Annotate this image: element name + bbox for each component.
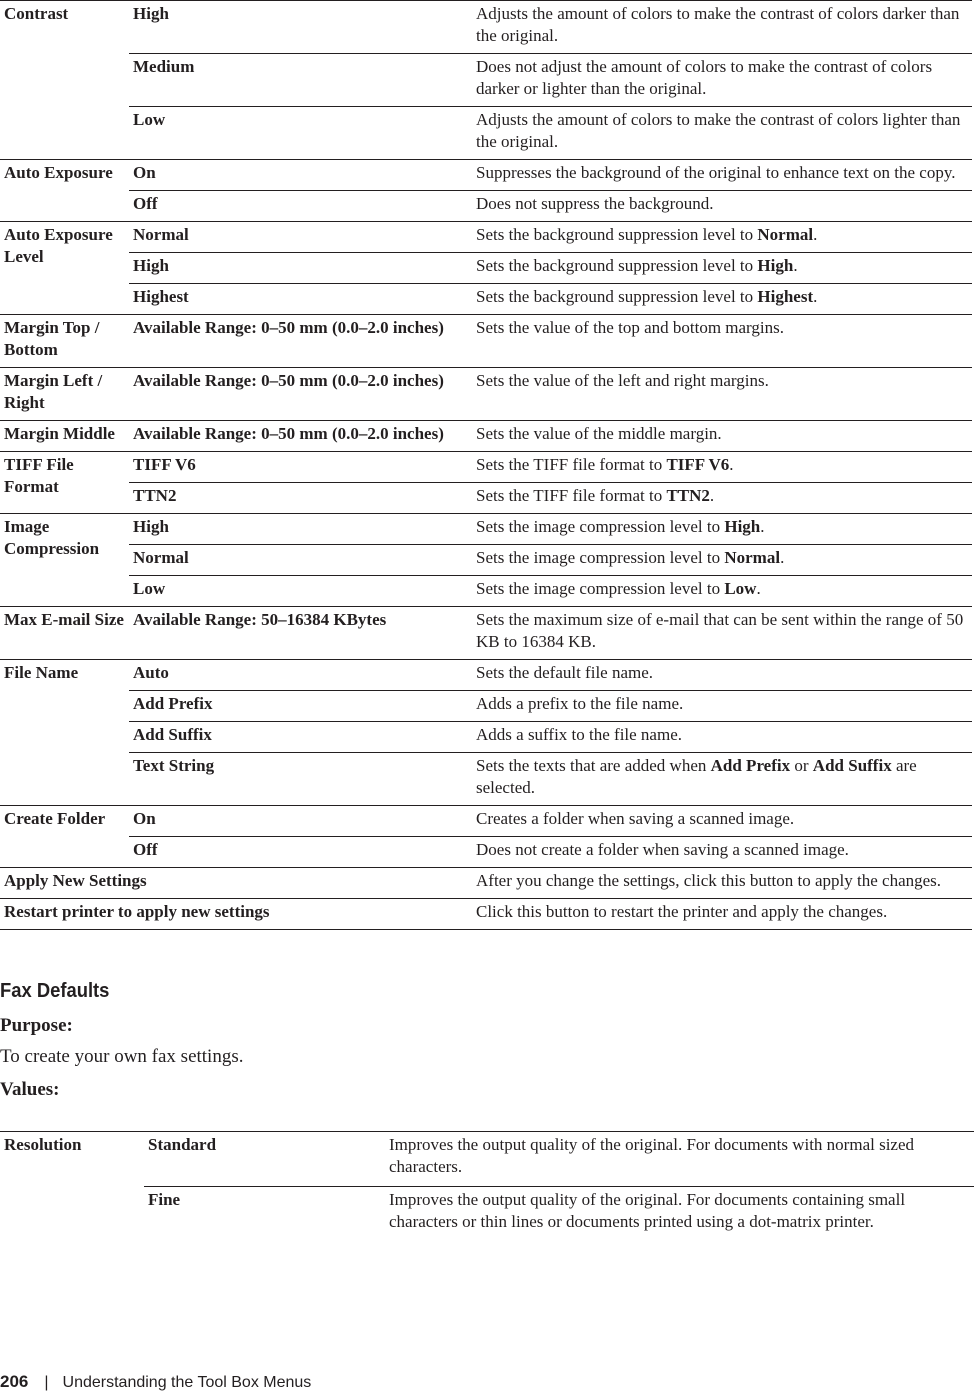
fax-defaults-table <box>0 1131 974 1241</box>
setting-name: Auto Exposure <box>0 160 129 222</box>
option-description <box>472 160 972 191</box>
table-row <box>0 1187 974 1242</box>
table-row <box>0 315 972 368</box>
footer-title: Understanding the Tool Box Menus <box>62 1374 312 1391</box>
table-row <box>0 222 972 253</box>
setting-name: Margin Top / Bottom <box>0 315 129 368</box>
setting-name: Margin Left / Right <box>0 368 129 421</box>
button-description: Click this button to restart the printer and apply the changes. <box>472 899 972 930</box>
table-row <box>0 452 972 483</box>
description-text: Sets the image compression level to <box>476 548 725 567</box>
emphasized-text: TIFF V6 <box>666 455 730 474</box>
page-footer <box>0 1372 311 1392</box>
option-description <box>472 368 972 421</box>
option-value: Highest <box>129 284 472 315</box>
description-text: Sets the image compression level to <box>476 517 725 536</box>
option-description <box>472 1 972 54</box>
option-value: Add Prefix <box>129 691 472 722</box>
option-description <box>472 253 972 284</box>
option-description <box>472 483 972 514</box>
option-value: High <box>129 514 472 545</box>
description-text: . <box>709 486 715 505</box>
description-text: . <box>793 256 798 275</box>
emphasized-text: Normal <box>757 225 814 244</box>
description-text: Does not create a folder when saving a scanned image. <box>476 840 849 859</box>
setting-name: Contrast <box>0 1 129 160</box>
section-heading-fax-defaults: Fax Defaults <box>0 980 110 1002</box>
option-description <box>472 607 972 660</box>
table-row <box>0 160 972 191</box>
table-row <box>0 753 972 806</box>
emphasized-text: Normal <box>724 548 781 567</box>
description-text: Does not suppress the background. <box>476 194 714 213</box>
table-row <box>0 899 972 930</box>
option-value: Add Suffix <box>129 722 472 753</box>
option-value: Available Range: 0–50 mm (0.0–2.0 inches) <box>129 421 472 452</box>
option-description <box>472 315 972 368</box>
purpose-text: To create your own fax settings. <box>0 1046 244 1067</box>
page-number: 206 <box>0 1372 29 1391</box>
description-text: . <box>760 517 765 536</box>
option-value: Available Range: 50–16384 KBytes <box>129 607 472 660</box>
option-description <box>472 284 972 315</box>
option-description <box>472 660 972 691</box>
description-text: Adds a prefix to the file name. <box>476 694 684 713</box>
description-text: . <box>813 287 818 306</box>
table-row <box>0 421 972 452</box>
table-row <box>0 607 972 660</box>
description-text: Does not adjust the amount of colors to make the contrast of colors darker or lighter than the original. <box>476 57 933 98</box>
table-row <box>0 722 972 753</box>
table-row <box>0 368 972 421</box>
option-value: Off <box>129 191 472 222</box>
purpose-label: Purpose: <box>0 1015 73 1036</box>
table-row <box>0 868 972 899</box>
description-text: Sets the value of the middle margin. <box>476 424 722 443</box>
description-text: Sets the image compression level to <box>476 579 725 598</box>
option-value: TTN2 <box>129 483 472 514</box>
option-value: Normal <box>129 222 472 253</box>
description-text: . <box>780 548 785 567</box>
description-text: Sets the value of the top and bottom margins. <box>476 318 785 337</box>
option-description <box>472 837 972 868</box>
table-row <box>0 660 972 691</box>
option-value: Fine <box>148 1190 181 1209</box>
option-value: Auto <box>129 660 472 691</box>
option-description: Improves the output quality of the original. For documents containing small characters or thin lines or documents printed using a dot-matrix printer. <box>389 1190 906 1231</box>
description-text: Sets the background suppression level to <box>476 256 758 275</box>
option-value: On <box>129 806 472 837</box>
option-description <box>472 514 972 545</box>
setting-name: File Name <box>0 660 129 806</box>
option-description <box>472 806 972 837</box>
option-description <box>472 722 972 753</box>
description-text: . <box>813 225 818 244</box>
description-text: Sets the maximum size of e-mail that can be sent within the range of 50 KB to 16384 KB. <box>476 610 964 651</box>
option-value: High <box>129 1 472 54</box>
option-description <box>472 576 972 607</box>
description-text: Sets the texts that are added when <box>476 756 711 775</box>
option-value: Standard <box>144 1132 385 1187</box>
setting-name: Image Compression <box>0 514 129 607</box>
option-value: High <box>129 253 472 284</box>
description-text: Adjusts the amount of colors to make the contrast of colors lighter than the original. <box>476 110 961 151</box>
description-text: Sets the background suppression level to <box>476 225 758 244</box>
option-description <box>472 452 972 483</box>
emphasized-text: TTN2 <box>666 486 710 505</box>
option-description <box>472 691 972 722</box>
description-text: Suppresses the background of the original to enhance text on the copy. <box>476 163 956 182</box>
option-value: Text String <box>129 753 472 806</box>
emphasized-text: Add Suffix <box>812 756 892 775</box>
table-row <box>0 54 972 107</box>
option-value: Normal <box>129 545 472 576</box>
option-description <box>472 107 972 160</box>
table-row <box>0 1 972 54</box>
setting-name: Create Folder <box>0 806 129 868</box>
table-row <box>0 837 972 868</box>
values-label: Values: <box>0 1079 60 1100</box>
description-text: or <box>790 756 813 775</box>
option-value: On <box>129 160 472 191</box>
description-text: Sets the TIFF file format to <box>476 455 667 474</box>
option-description <box>472 191 972 222</box>
table-row <box>0 691 972 722</box>
table-row <box>0 191 972 222</box>
description-text: are selected. <box>476 756 917 797</box>
option-value: Low <box>129 107 472 160</box>
description-text: Sets the value of the left and right margins. <box>476 371 769 390</box>
setting-name: Resolution <box>0 1132 144 1242</box>
table-row <box>0 253 972 284</box>
footer-separator: | <box>44 1374 49 1391</box>
option-description <box>472 545 972 576</box>
emphasized-text: Highest <box>757 287 814 306</box>
description-text: . <box>729 455 734 474</box>
option-value: Off <box>129 837 472 868</box>
option-value: Available Range: 0–50 mm (0.0–2.0 inches) <box>129 368 472 421</box>
description-text: Sets the background suppression level to <box>476 287 758 306</box>
emphasized-text: High <box>757 256 794 275</box>
table-row <box>0 514 972 545</box>
option-value: Available Range: 0–50 mm (0.0–2.0 inches) <box>129 315 472 368</box>
setting-name: Max E-mail Size <box>0 607 129 660</box>
table-row <box>0 1132 974 1187</box>
table-row <box>0 284 972 315</box>
table-row <box>0 545 972 576</box>
description-text: Sets the TIFF file format to <box>476 486 667 505</box>
option-description <box>472 421 972 452</box>
button-description: After you change the settings, click this button to apply the changes. <box>472 868 972 899</box>
option-description <box>472 753 972 806</box>
emphasized-text: Low <box>724 579 757 598</box>
emphasized-text: High <box>724 517 761 536</box>
setting-name: Auto Exposure Level <box>0 222 129 315</box>
button-name: Restart printer to apply new settings <box>0 899 472 930</box>
table-row <box>0 483 972 514</box>
button-name: Apply New Settings <box>0 868 472 899</box>
option-value: Medium <box>129 54 472 107</box>
option-value: Low <box>129 576 472 607</box>
emphasized-text: Add Prefix <box>710 756 791 775</box>
setting-name: TIFF File Format <box>0 452 129 514</box>
option-description <box>472 222 972 253</box>
description-text: Adjusts the amount of colors to make the contrast of colors darker than the original. <box>476 4 960 45</box>
description-text: Creates a folder when saving a scanned image. <box>476 809 795 828</box>
option-value: TIFF V6 <box>129 452 472 483</box>
description-text: . <box>756 579 761 598</box>
option-description <box>472 54 972 107</box>
table-row <box>0 806 972 837</box>
table-row <box>0 576 972 607</box>
setting-name: Margin Middle <box>0 421 129 452</box>
table-row <box>0 107 972 160</box>
option-description: Improves the output quality of the original. For documents with normal sized characters. <box>385 1132 974 1187</box>
description-text: Sets the default file name. <box>476 663 654 682</box>
description-text: Adds a suffix to the file name. <box>476 725 683 744</box>
